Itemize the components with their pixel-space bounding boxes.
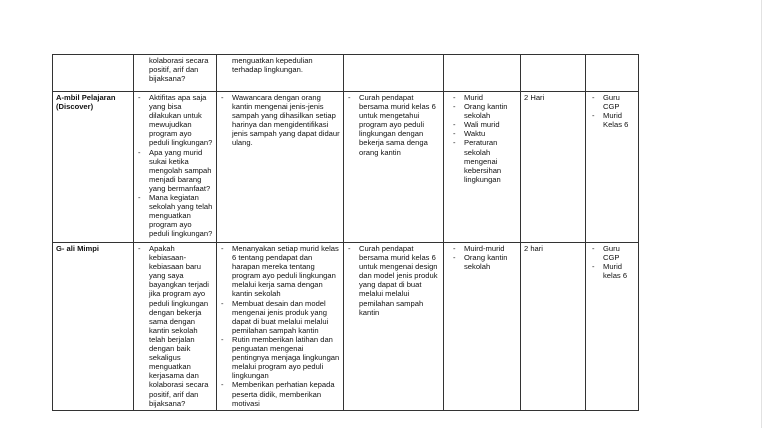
list-item: - Aktifitas apa saja yang bisa dilakukan untuk mewujudkan program ayo peduli lingkungan? [137,93,213,148]
time-cell [521,55,586,92]
list-item: - Rutin memberikan latihan dan penguatan mengenai pentingnya menjaga lingkungan melalui program ayo peduli lingkungan [220,335,340,380]
list-item: - Guru CGP [589,93,635,111]
resources-list [447,93,517,184]
output-list [347,244,440,317]
questions-cell [134,55,217,92]
list-item: - Murid Kelas 6 [589,111,635,129]
list-item: - Apakah kebiasaan-kebiasaan baru yang saya bayangkan terjadi jika program ayo peduli lingkungan dengan bekerja sama dengan kantin sekolah telah berjalan dengan baik sekaligus menguatkan kerjasama dan kolaborasi secara positif, arif dan bijaksana? [137,244,213,408]
list-item: - Mana kegiatan sekolah yang telah menguatkan program ayo peduli lingkungan? [137,193,213,238]
list-item: - Wawancara dengan orang kantin mengenai jenis-jenis sampah yang dihasilkan setiap harinya dan mengidentifikasi jenis sampah yang dapat didaur ulang. [220,93,340,148]
output-cell [344,55,444,92]
table-row [53,92,639,243]
list-item: - Guru CGP [589,244,635,262]
list-item: - Curah pendapat bersama murid kelas 6 untuk mengenai design dan model jenis produk yang dapat di buat melalui melalui pemilahan sampah kantin [347,244,440,317]
list-item: - Apa yang murid sukai ketika mengolah sampah menjadi barang yang bermanfaat? [137,148,213,193]
output-cell [344,92,444,243]
questions-list [137,244,213,408]
activities-continued: menguatkan kepedulian terhadap lingkungan. [232,56,313,75]
list-item: - Curah pendapat bersama murid kelas 6 untuk mengetahui program ayo peduli lingkungan dengan bekerja sama denga orang kantin [347,93,440,157]
list-item: - Menanyakan setiap murid kelas 6 tentang pendapat dan harapan mereka tentang program ayo peduli lingkungan melalui kerja sama dengan kantin sekolah [220,244,340,299]
lesson-plan-table [52,54,639,411]
page-edge [761,0,762,428]
persons-cell [586,92,639,243]
resources-cell [444,92,521,243]
resources-cell [444,55,521,92]
questions-cell [134,92,217,243]
questions-continued: kolaborasi secara positif, arif dan bijaksana? [149,56,209,84]
table-row [53,243,639,411]
activities-list [220,93,340,148]
stage-cell [53,55,134,92]
persons-list [589,244,635,280]
list-item: - Memberikan perhatian kepada peserta didik, memberikan motivasi [220,380,340,407]
list-item: - Murid [447,93,517,102]
resources-list [447,244,517,271]
resources-cell [444,243,521,411]
output-list [347,93,440,157]
list-item: - Membuat desain dan model mengenai jenis produk yang dapat di buat melalui melalui pemilahan sampah kantin [220,299,340,335]
table-row [53,55,639,92]
output-cell [344,243,444,411]
time-cell: 2 Hari [521,92,586,243]
list-item: - Peraturan sekolah mengenai kebersihan lingkungan [447,138,517,183]
list-item: - Orang kantin sekolah [447,102,517,120]
questions-cell [134,243,217,411]
stage-cell: A-mbil Pelajaran (Discover) [53,92,134,243]
questions-list [137,93,213,239]
list-item: - Orang kantin sekolah [447,253,517,271]
persons-list [589,93,635,129]
activities-cell [217,92,344,243]
list-item: - Murid kelas 6 [589,262,635,280]
list-item: - Waktu [447,129,517,138]
stage-cell: G- ali Mimpi [53,243,134,411]
activities-cell [217,55,344,92]
persons-cell [586,55,639,92]
activities-list [220,244,340,408]
list-item: - Wali murid [447,120,517,129]
persons-cell [586,243,639,411]
time-cell: 2 hari [521,243,586,411]
list-item: - Muird-murid [447,244,517,253]
activities-cell [217,243,344,411]
